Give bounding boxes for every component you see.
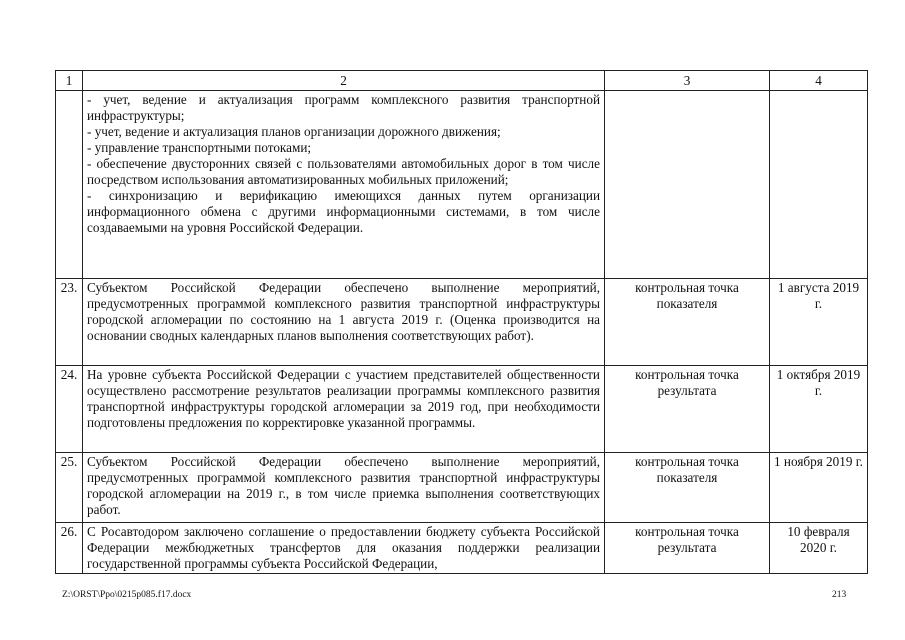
footer-file-path: Z:\ORST\Ppo\0215p085.f17.docx xyxy=(62,590,192,600)
row-description: На уровне субъекта Российской Федерации с участием представителей общественности осуществлено рассмотрение результатов реализации программы комплексного развития транспортной инфраструктуры городской агломерации за 2019 год, при необходимости подготовлены предложения по корректировке указанной программы. xyxy=(83,366,605,453)
row-type: контрольная точка результата xyxy=(605,366,770,453)
control-points-table xyxy=(55,70,868,574)
table-row xyxy=(56,279,868,366)
header-col-4: 4 xyxy=(770,71,868,91)
table-row xyxy=(56,453,868,523)
row-number: 23. xyxy=(56,279,83,366)
row-type: контрольная точка показателя xyxy=(605,453,770,523)
table-row xyxy=(56,523,868,574)
row-date: 1 ноября 2019 г. xyxy=(770,453,868,523)
row-date: 1 августа 2019 г. xyxy=(770,279,868,366)
row-type: контрольная точка показателя xyxy=(605,279,770,366)
document-page xyxy=(55,70,867,574)
list-item: - обеспечение двусторонних связей с пользователями автомобильных дорог в том числе посредством использования автоматизированных мобильных приложений; xyxy=(87,156,600,187)
row-description xyxy=(83,91,605,279)
row-date-empty xyxy=(770,91,868,279)
row-date: 10 февраля 2020 г. xyxy=(770,523,868,574)
row-description-text: С Росавтодором заключено соглашение о предоставлении бюджету субъекта Российской Федерации межбюджетных трансфертов для оказания поддержки реализации государственной программы субъекта Российской Федерации, xyxy=(87,524,600,571)
row-number: 24. xyxy=(56,366,83,453)
row-description: Субъектом Российской Федерации обеспечено выполнение мероприятий, предусмотренных программой комплексного развития транспортной инфраструктуры городской агломерации по состоянию на 1 августа 2019 г. (Оценка производится на основании сводных календарных планов выполнения соответствующих работ). xyxy=(83,279,605,366)
header-col-1: 1 xyxy=(56,71,83,91)
table-row-continuation xyxy=(56,91,868,279)
row-number: 25. xyxy=(56,453,83,523)
row-date: 1 октября 2019 г. xyxy=(770,366,868,453)
list-item: - учет, ведение и актуализация планов организации дорожного движения; xyxy=(87,124,501,139)
row-number: 26. xyxy=(56,523,83,574)
table-header-row xyxy=(56,71,868,91)
row-description xyxy=(83,523,605,574)
row-description: Субъектом Российской Федерации обеспечено выполнение мероприятий, предусмотренных программой комплексного развития транспортной инфраструктуры городской агломерации на 2019 г., в том числе приемка выполнения соответствующих работ. xyxy=(83,453,605,523)
header-col-3: 3 xyxy=(605,71,770,91)
row-number-empty xyxy=(56,91,83,279)
header-col-2: 2 xyxy=(83,71,605,91)
row-type: контрольная точка результата xyxy=(605,523,770,574)
footer-page-number: 213 xyxy=(832,590,847,600)
list-item: - синхронизацию и верификацию имеющихся данных путем организации информационного обмена с другими информационными системами, в том числе создаваемыми на уровня Российской Федерации. xyxy=(87,188,600,235)
list-item: - управление транспортными потоками; xyxy=(87,140,312,155)
list-item: - учет, ведение и актуализация программ комплексного развития транспортной инфраструктуры; xyxy=(87,92,600,123)
table-row xyxy=(56,366,868,453)
row-type-empty xyxy=(605,91,770,279)
